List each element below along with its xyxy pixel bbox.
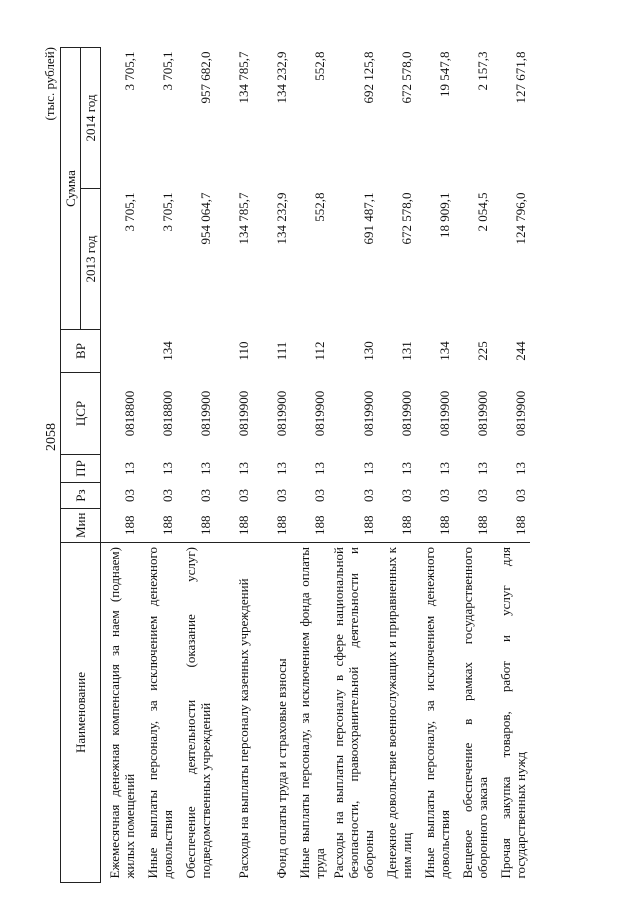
cell-y2014: 957 682,0 [198, 51, 213, 104]
cell-rz: 03 [312, 489, 327, 502]
cell-pr: 13 [437, 462, 452, 475]
table-row [378, 48, 416, 883]
cell-min: 188 [198, 515, 213, 535]
cell-min: 188 [160, 515, 175, 535]
cell-rz: 03 [437, 489, 452, 502]
cell-y2013: 691 487,1 [361, 192, 376, 245]
cell-csr: 0819900 [236, 390, 251, 437]
header-2013: 2013 год [81, 189, 101, 330]
cell-name: Вещевое обеспечение в рамках государственного оборонного заказа [454, 543, 492, 883]
cell-csr: 0818800 [122, 390, 137, 437]
cell-csr: 0818800 [160, 390, 175, 437]
cell-vr: 134 [437, 341, 452, 361]
cell-y2014: 127 671,8 [513, 51, 528, 104]
cell-csr: 0819900 [475, 390, 490, 437]
cell-y2014: 3 705,1 [160, 51, 175, 91]
cell-y2014: 134 232,9 [274, 51, 289, 104]
header-row [61, 48, 81, 883]
budget-table [60, 47, 530, 883]
cell-y2014: 552,8 [312, 51, 327, 81]
cell-rz: 03 [361, 489, 376, 502]
header-sum: Сумма [61, 48, 81, 330]
table-row [492, 48, 530, 883]
cell-rz: 03 [513, 489, 528, 502]
cell-pr: 13 [513, 462, 528, 475]
cell-vr: 130 [361, 341, 376, 361]
cell-y2013: 552,8 [312, 192, 327, 222]
cell-csr: 0819900 [361, 390, 376, 437]
cell-pr: 13 [122, 462, 137, 475]
cell-y2014: 134 785,7 [236, 51, 251, 104]
cell-vr: 244 [513, 341, 528, 361]
cell-csr: 0819900 [274, 390, 289, 437]
table-row [416, 48, 454, 883]
cell-y2013: 3 705,1 [160, 192, 175, 232]
cell-rz: 03 [198, 489, 213, 502]
cell-rz: 03 [160, 489, 175, 502]
cell-pr: 13 [236, 462, 251, 475]
cell-vr: 110 [236, 341, 251, 361]
cell-pr: 13 [274, 462, 289, 475]
cell-min: 188 [513, 515, 528, 535]
table-row [291, 48, 329, 883]
cell-name: Фонд оплаты труда и страховые взносы [253, 543, 291, 883]
cell-rz: 03 [122, 489, 137, 502]
cell-vr: 225 [475, 341, 490, 361]
cell-name: Иные выплаты персоналу, за исключением денежного довольствия [416, 543, 454, 883]
cell-y2013: 3 705,1 [122, 192, 137, 232]
cell-vr [177, 330, 215, 373]
cell-pr: 13 [361, 462, 376, 475]
table-row [101, 48, 140, 883]
cell-name: Денежное довольствие военнослужащих и приравненных к ним лиц [378, 543, 416, 883]
cell-csr: 0819900 [399, 390, 414, 437]
cell-min: 188 [399, 515, 414, 535]
cell-rz: 03 [475, 489, 490, 502]
header-min: Мин [61, 509, 101, 543]
cell-y2013: 2 054,5 [475, 192, 490, 232]
cell-name: Прочая закупка товаров, работ и услуг для государственных нужд [492, 543, 530, 883]
cell-y2013: 18 909,1 [437, 192, 452, 238]
cell-min: 188 [475, 515, 490, 535]
table-row [139, 48, 177, 883]
cell-vr: 134 [160, 341, 175, 361]
cell-min: 188 [236, 515, 251, 535]
rotated-budget-table-sheet [42, 35, 598, 895]
cell-name: Ежемесячная денежная компенсация за наем (поднаем) жилых помещений [101, 543, 140, 883]
header-csr: ЦСР [61, 373, 101, 455]
cell-name: Иные выплаты персоналу, за исключением фонда оплаты труда [291, 543, 329, 883]
cell-pr: 13 [160, 462, 175, 475]
cell-csr: 0819900 [513, 390, 528, 437]
cell-y2013: 134 232,9 [274, 192, 289, 245]
cell-pr: 13 [312, 462, 327, 475]
cell-rz: 03 [274, 489, 289, 502]
table-row [215, 48, 253, 883]
table-row [253, 48, 291, 883]
header-2014: 2014 год [81, 48, 101, 189]
table-row [454, 48, 492, 883]
cell-pr: 13 [399, 462, 414, 475]
cell-vr [101, 330, 140, 373]
cell-min: 188 [312, 515, 327, 535]
cell-csr: 0819900 [312, 390, 327, 437]
header-pr: ПР [61, 455, 101, 483]
cell-name: Расходы на выплаты персоналу казенных учреждений [215, 543, 253, 883]
units-note: (тыс. рублей) [42, 47, 57, 121]
cell-min: 188 [437, 515, 452, 535]
cell-name: Расходы на выплаты персоналу в сфере национальной безопасности, правоохранительной деятельности и обороны [329, 543, 378, 883]
cell-y2014: 2 157,3 [475, 51, 490, 91]
cell-y2013: 124 796,0 [513, 192, 528, 245]
cell-pr: 13 [198, 462, 213, 475]
cell-csr: 0819900 [198, 390, 213, 437]
cell-name: Иные выплаты персоналу, за исключением денежного довольствия [139, 543, 177, 883]
header-rz: Рз [61, 483, 101, 509]
cell-pr: 13 [475, 462, 490, 475]
page-number: 2058 [44, 423, 59, 451]
cell-y2014: 19 547,8 [437, 51, 452, 97]
header-vr: ВР [61, 330, 101, 373]
cell-min: 188 [122, 515, 137, 535]
cell-name: Обеспечение деятельности (оказание услуг) подведомственных учреждений [177, 543, 215, 883]
cell-y2013: 954 064,7 [198, 192, 213, 245]
cell-y2014: 672 578,0 [399, 51, 414, 104]
cell-vr: 112 [312, 341, 327, 361]
table-body [101, 48, 531, 883]
cell-rz: 03 [399, 489, 414, 502]
cell-rz: 03 [236, 489, 251, 502]
cell-y2014: 692 125,8 [361, 51, 376, 104]
table-row [177, 48, 215, 883]
cell-y2013: 134 785,7 [236, 192, 251, 245]
table-row [329, 48, 378, 883]
cell-y2014: 3 705,1 [122, 51, 137, 91]
cell-min: 188 [274, 515, 289, 535]
cell-csr: 0819900 [437, 390, 452, 437]
cell-vr: 111 [274, 341, 289, 361]
cell-min: 188 [361, 515, 376, 535]
cell-vr: 131 [399, 341, 414, 361]
header-name: Наименование [61, 543, 101, 883]
cell-y2013: 672 578,0 [399, 192, 414, 245]
